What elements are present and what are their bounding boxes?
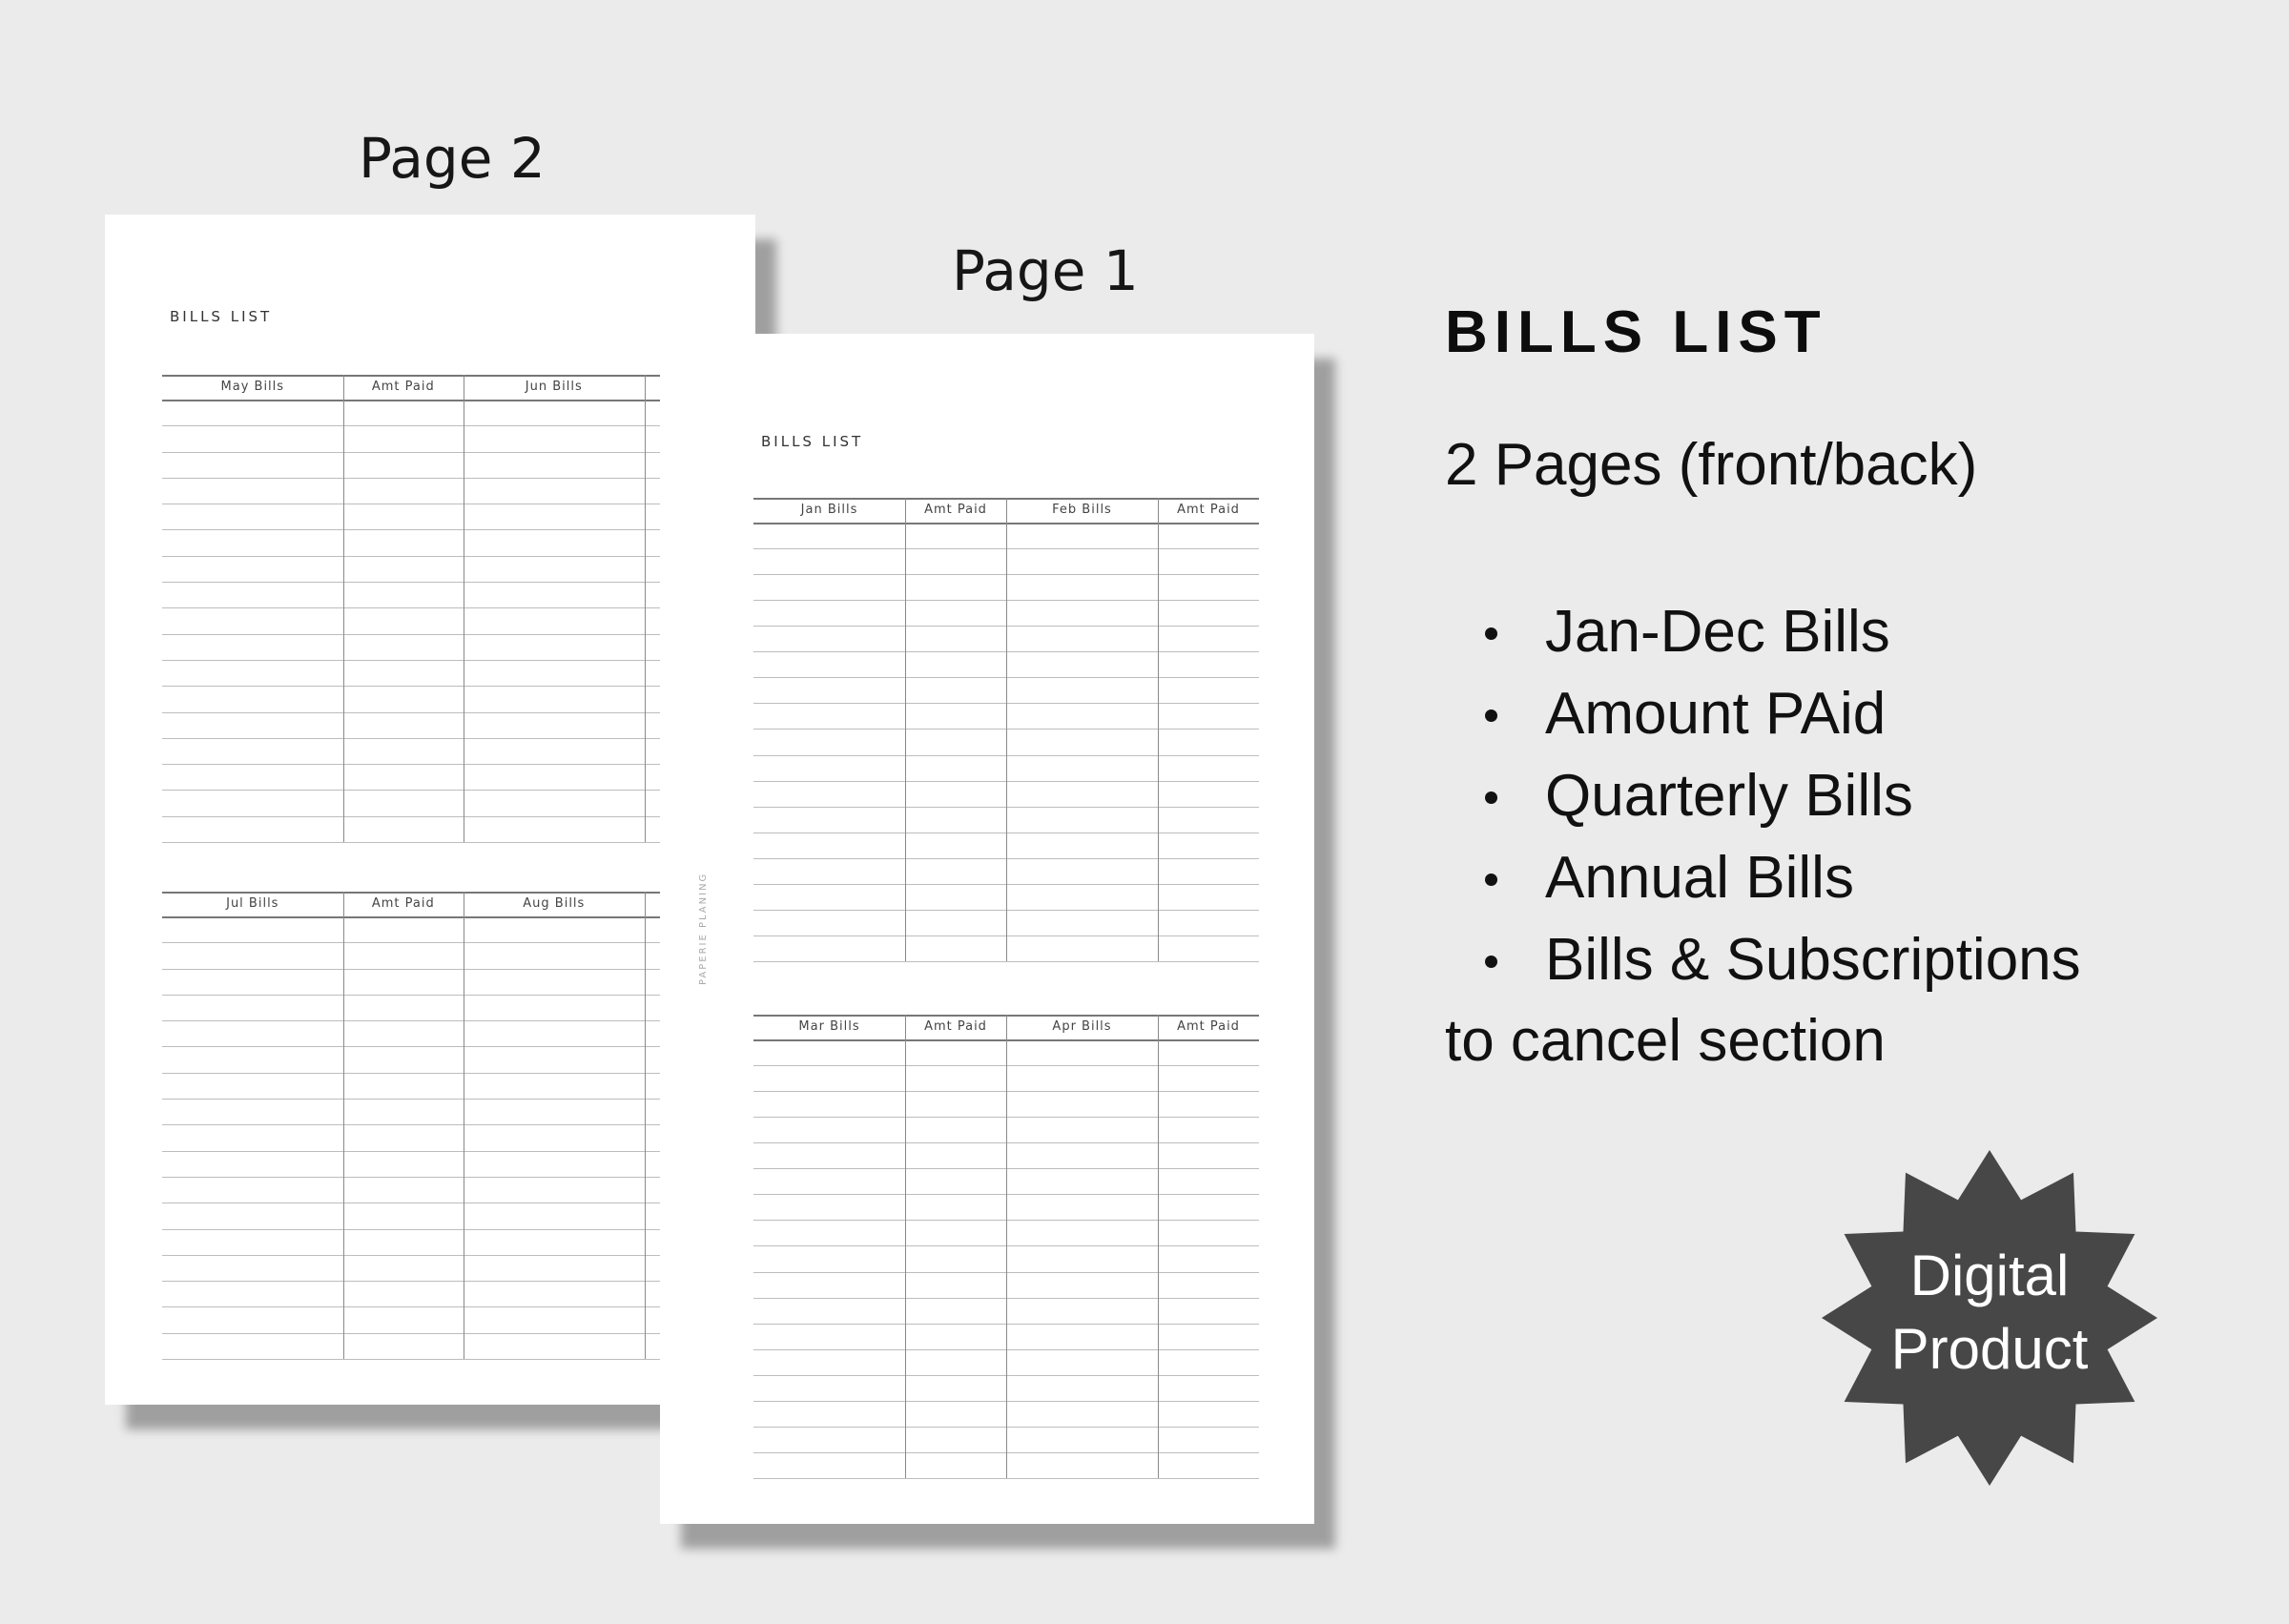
table-column-header: Amt Paid bbox=[1177, 503, 1240, 517]
feature-item bbox=[1445, 837, 2081, 919]
bullet-icon bbox=[1485, 874, 1497, 886]
product-title: BILLS LIST bbox=[1445, 299, 1827, 365]
bills-table bbox=[753, 1015, 1259, 1478]
table-row-rule bbox=[753, 1478, 1259, 1479]
feature-item bbox=[1445, 755, 2081, 837]
bullet-icon bbox=[1485, 791, 1497, 804]
feature-item bbox=[1445, 673, 2081, 755]
table-column-header: Amt Paid bbox=[924, 503, 987, 517]
page1-caption: Page 1 bbox=[952, 238, 1139, 303]
feature-label: Quarterly Bills bbox=[1545, 763, 1913, 829]
badge-line2: Product bbox=[1890, 1317, 2089, 1381]
table-column-rule bbox=[343, 375, 344, 842]
feature-list bbox=[1445, 591, 2081, 1001]
feature-label: Amount PAid bbox=[1545, 681, 1887, 747]
bills-table bbox=[753, 498, 1259, 961]
digital-product-badge bbox=[1822, 1150, 2157, 1486]
table-column-rule bbox=[343, 892, 344, 1359]
table-column-header: Amt Paid bbox=[371, 896, 435, 911]
sheet-title: BILLS LIST bbox=[761, 433, 864, 450]
feature-label: Bills & Subscriptions bbox=[1545, 927, 2081, 993]
bullet-icon bbox=[1485, 627, 1497, 640]
feature-item bbox=[1445, 591, 2081, 673]
sheet-title: BILLS LIST bbox=[170, 308, 273, 325]
table-column-rule bbox=[1158, 498, 1159, 961]
table-column-header: Jun Bills bbox=[525, 380, 583, 394]
table-column-rule bbox=[645, 892, 646, 1359]
feature-label: Jan-Dec Bills bbox=[1545, 599, 1890, 665]
table-column-header: May Bills bbox=[220, 380, 285, 394]
page1-sheet bbox=[660, 334, 1314, 1524]
table-column-header: Amt Paid bbox=[1177, 1019, 1240, 1034]
page2-sheet bbox=[105, 215, 755, 1405]
page2-caption: Page 2 bbox=[359, 126, 546, 191]
table-column-header: Jan Bills bbox=[800, 503, 858, 517]
product-subtitle: 2 Pages (front/back) bbox=[1445, 432, 1978, 498]
table-column-rule bbox=[1006, 498, 1007, 961]
table-column-header: Aug Bills bbox=[523, 896, 586, 911]
table-column-header: Apr Bills bbox=[1052, 1019, 1112, 1034]
bullet-icon bbox=[1485, 956, 1497, 968]
badge-line1: Digital bbox=[1909, 1244, 2070, 1307]
table-column-header: Mar Bills bbox=[798, 1019, 860, 1034]
bullet-icon bbox=[1485, 709, 1497, 722]
table-column-rule bbox=[1006, 1015, 1007, 1478]
brand-side-text: PAPERIE PLANING bbox=[698, 872, 709, 985]
feature-item bbox=[1445, 919, 2081, 1001]
feature-label: Annual Bills bbox=[1545, 845, 1854, 911]
table-column-rule bbox=[905, 1015, 906, 1478]
table-row-rule bbox=[753, 961, 1259, 962]
table-column-rule bbox=[645, 375, 646, 842]
table-column-header: Feb Bills bbox=[1052, 503, 1112, 517]
table-column-header: Jul Bills bbox=[226, 896, 279, 911]
table-column-rule bbox=[1158, 1015, 1159, 1478]
table-column-header: Amt Paid bbox=[924, 1019, 987, 1034]
table-column-header: Amt Paid bbox=[371, 380, 435, 394]
feature-continuation: to cancel section bbox=[1445, 1008, 1886, 1074]
table-column-rule bbox=[905, 498, 906, 961]
